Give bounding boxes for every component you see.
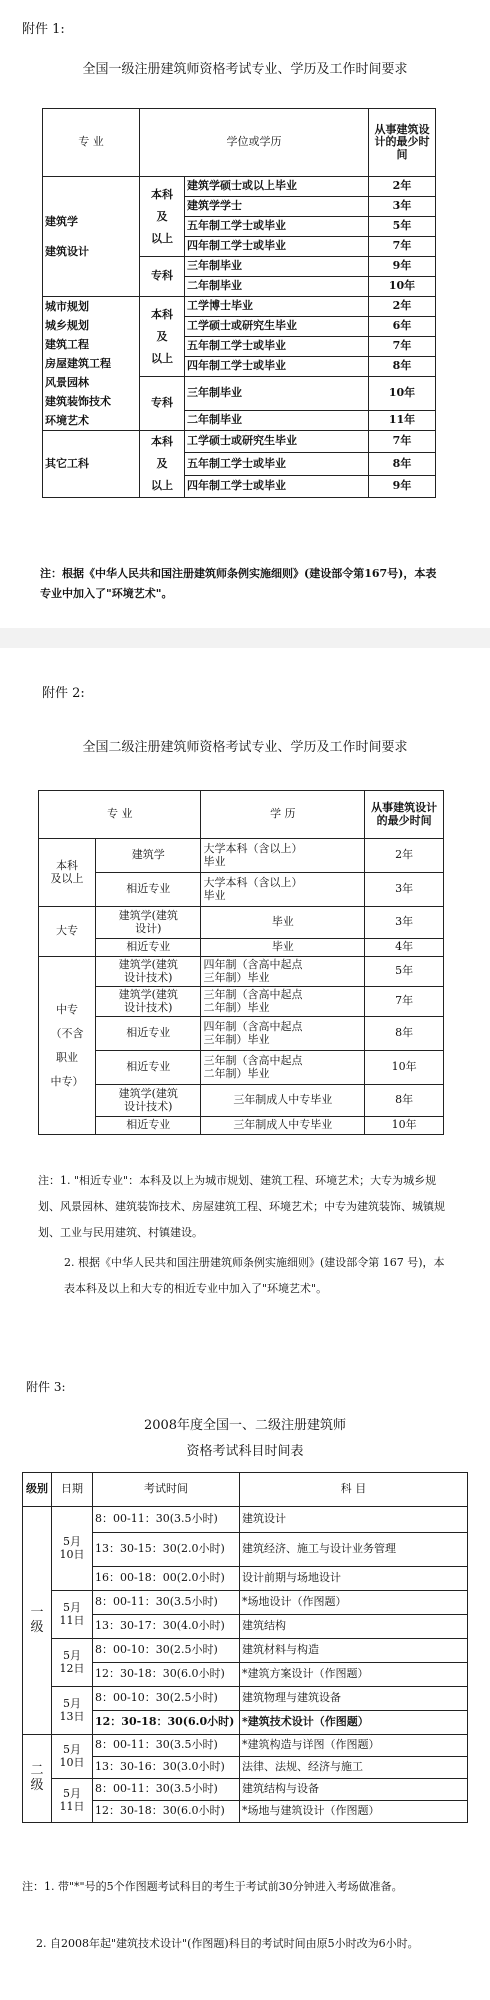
major-cell: 相近专业 [95, 939, 200, 957]
years-cell: 4年 [365, 939, 444, 957]
years-cell: 7年 [369, 337, 436, 357]
time-cell: 8：00-11：30(3.5小时) [93, 1779, 240, 1801]
major-cell: 相近专业 [95, 1051, 200, 1085]
years-cell: 9年 [369, 257, 436, 277]
attachment-2-note-1: 注：1. "相近专业"：本科及以上为城市规划、建筑工程、环境艺术；大专为城乡规划、风景园林、建筑装饰技术、房屋建筑工程、环境艺术；中专为建筑装饰、城镇规划、工业与民用建筑、村镇建设。 [38, 1174, 445, 1239]
years-cell: 8年 [365, 1085, 444, 1117]
level-college: 大专 [39, 907, 96, 957]
major-cell: 建筑学(建筑 设计技术) [95, 1085, 200, 1117]
years-cell: 3年 [365, 907, 444, 939]
date-cell: 5月 11日 [52, 1591, 93, 1639]
time-cell: 12：30-18：30(6.0小时) [93, 1801, 240, 1823]
time-cell: 16：00-18：00(2.0小时) [93, 1567, 240, 1591]
time-cell: 13：30-17：30(4.0小时) [93, 1615, 240, 1639]
years-cell: 9年 [369, 475, 436, 497]
education-cell: 三年制（含高中起点 二年制）毕业 [201, 987, 365, 1017]
time-cell: 8：00-11：30(3.5小时) [93, 1591, 240, 1615]
grade1-requirements-table [42, 108, 436, 498]
subject-cell: 建筑物理与建筑设备 [240, 1687, 468, 1711]
education-cell: 三年制成人中专毕业 [201, 1085, 365, 1117]
header-major: 专 业 [39, 791, 201, 839]
header-major: 专 业 [43, 109, 140, 177]
page-separator [0, 628, 490, 648]
years-cell: 3年 [369, 197, 436, 217]
years-cell: 8年 [369, 357, 436, 377]
major-cell: 建筑学 [95, 839, 200, 873]
degree-cell: 二年制毕业 [185, 277, 369, 297]
subject-cell: 建筑材料与构造 [240, 1639, 468, 1663]
education-cell: 毕业 [201, 939, 365, 957]
years-cell: 2年 [369, 177, 436, 197]
education-cell: 大学本科（含以上） 毕业 [201, 839, 365, 873]
level-bachelor: 本科 及 以上 [140, 177, 185, 257]
years-cell: 10年 [365, 1051, 444, 1085]
years-cell: 6年 [369, 317, 436, 337]
attachment-3-label: 附件 3: [26, 1380, 66, 1394]
time-cell: 8：00-10：30(2.5小时) [93, 1639, 240, 1663]
date-cell: 5月 13日 [52, 1687, 93, 1735]
degree-cell: 四年制工学士或毕业 [185, 237, 369, 257]
time-cell: 13：30-16：30(3.0小时) [93, 1757, 240, 1779]
major-group-3: 其它工科 [43, 431, 140, 498]
time-cell: 8：00-10：30(2.5小时) [93, 1687, 240, 1711]
degree-cell: 五年制工学士或毕业 [185, 337, 369, 357]
level-bachelor: 本科 及 以上 [140, 297, 185, 377]
degree-cell: 四年制工学士或毕业 [185, 475, 369, 497]
major-cell: 建筑学(建筑 设计技术) [95, 987, 200, 1017]
header-date: 日期 [52, 1473, 93, 1507]
years-cell: 2年 [369, 297, 436, 317]
degree-cell: 工学博士毕业 [185, 297, 369, 317]
degree-cell: 四年制工学士或毕业 [185, 357, 369, 377]
degree-cell: 三年制毕业 [185, 377, 369, 411]
years-cell: 11年 [369, 411, 436, 431]
subject-cell: 法律、法规、经济与施工 [240, 1757, 468, 1779]
grade-2-cell: 二 级 [23, 1735, 52, 1823]
subject-cell: *建筑方案设计（作图题） [240, 1663, 468, 1687]
subject-cell: *场地设计（作图题） [240, 1591, 468, 1615]
subject-cell: 设计前期与场地设计 [240, 1567, 468, 1591]
level-college: 专科 [140, 377, 185, 431]
level-college: 专科 [140, 257, 185, 297]
years-cell: 10年 [365, 1117, 444, 1135]
education-cell: 四年制（含高中起点 三年制）毕业 [201, 957, 365, 987]
attachment-3-title-2: 资格考试科目时间表 [186, 1444, 304, 1459]
date-cell: 5月 10日 [52, 1507, 93, 1591]
attachment-3-note-1: 注：1. 带"*"号的5个作图题考试科目的考生于考试前30分钟进入考场做准备。 [22, 1880, 403, 1893]
attachment-3-title-1: 2008年度全国一、二级注册建筑师 [143, 1418, 347, 1433]
degree-cell: 二年制毕业 [185, 411, 369, 431]
time-cell: 13：30-15：30(2.0小时) [93, 1533, 240, 1567]
subject-cell: *场地与建筑设计（作图题） [240, 1801, 468, 1823]
years-cell: 10年 [369, 377, 436, 411]
major-cell: 相近专业 [95, 1117, 200, 1135]
header-subject: 科 目 [240, 1473, 468, 1507]
attachment-2-title: 全国二级注册建筑师资格考试专业、学历及工作时间要求 [82, 740, 408, 755]
grade-1-cell: 一 级 [23, 1507, 52, 1735]
education-cell: 大学本科（含以上） 毕业 [201, 873, 365, 907]
time-cell: 8：00-11：30(3.5小时) [93, 1735, 240, 1757]
years-cell: 3年 [365, 873, 444, 907]
degree-cell: 建筑学学士 [185, 197, 369, 217]
attachment-3-note-2: 2. 自2008年起"建筑技术设计"(作图题)科目的考试时间由原5小时改为6小时。 [36, 1937, 419, 1950]
header-degree: 学位或学历 [140, 109, 369, 177]
header-min-time: 从事建筑设计的最少时间 [369, 109, 436, 177]
subject-cell: 建筑设计 [240, 1507, 468, 1533]
level-secondary: 中专 （不含 职业 中专） [39, 957, 96, 1135]
subject-cell: 建筑结构 [240, 1615, 468, 1639]
attachment-2-label: 附件 2: [42, 686, 85, 701]
exam-schedule-table [22, 1472, 468, 1823]
education-cell: 四年制（含高中起点 三年制）毕业 [201, 1017, 365, 1051]
years-cell: 8年 [365, 1017, 444, 1051]
major-group-1: 建筑学 建筑设计 [43, 177, 140, 297]
subject-cell: 建筑经济、施工与设计业务管理 [240, 1533, 468, 1567]
date-cell: 5月 12日 [52, 1639, 93, 1687]
header-education: 学 历 [201, 791, 365, 839]
subject-cell: *建筑构造与详图（作图题） [240, 1735, 468, 1757]
header-exam-time: 考试时间 [93, 1473, 240, 1507]
years-cell: 2年 [365, 839, 444, 873]
degree-cell: 工学硕士或研究生毕业 [185, 431, 369, 453]
subject-cell: 建筑结构与设备 [240, 1779, 468, 1801]
subject-cell: *建筑技术设计（作图题） [240, 1711, 468, 1735]
degree-cell: 工学硕士或研究生毕业 [185, 317, 369, 337]
major-cell: 相近专业 [95, 873, 200, 907]
attachment-2-note-2: 2. 根据《中华人民共和国注册建筑师条例实施细则》(建设部令第 167 号)，本表本科及以上和大专的相近专业中加入了"环境艺术"。 [64, 1256, 445, 1295]
major-cell: 建筑学(建筑 设计) [95, 907, 200, 939]
major-cell: 相近专业 [95, 1017, 200, 1051]
degree-cell: 五年制工学士或毕业 [185, 217, 369, 237]
years-cell: 7年 [369, 431, 436, 453]
attachment-1-label: 附件 1: [22, 22, 65, 37]
time-cell: 8：00-11：30(3.5小时) [93, 1507, 240, 1533]
education-cell: 三年制（含高中起点 二年制）毕业 [201, 1051, 365, 1085]
time-cell: 12：30-18：30(6.0小时) [93, 1663, 240, 1687]
years-cell: 5年 [369, 217, 436, 237]
date-cell: 5月 11日 [52, 1779, 93, 1823]
degree-cell: 五年制工学士或毕业 [185, 453, 369, 475]
years-cell: 10年 [369, 277, 436, 297]
years-cell: 5年 [365, 957, 444, 987]
level-bachelor: 本科 及 以上 [140, 431, 185, 498]
time-cell: 12：30-18：30(6.0小时) [93, 1711, 240, 1735]
grade2-requirements-table [38, 790, 444, 1135]
major-cell: 建筑学(建筑 设计技术) [95, 957, 200, 987]
years-cell: 7年 [369, 237, 436, 257]
header-grade: 级别 [23, 1473, 52, 1507]
years-cell: 8年 [369, 453, 436, 475]
education-cell: 三年制成人中专毕业 [201, 1117, 365, 1135]
attachment-1-note: 注：根据《中华人民共和国注册建筑师条例实施细则》(建设部令第167号)，本表专业中加入了"环境艺术"。 [40, 567, 437, 600]
attachment-1-title: 全国一级注册建筑师资格考试专业、学历及工作时间要求 [82, 62, 408, 77]
date-cell: 5月 10日 [52, 1735, 93, 1779]
major-group-2: 城市规划 城乡规划 建筑工程 房屋建筑工程 风景园林 建筑装饰技术 环境艺术 [43, 297, 140, 431]
level-bachelor: 本科 及以上 [39, 839, 96, 907]
degree-cell: 建筑学硕士或以上毕业 [185, 177, 369, 197]
header-min-time: 从事建筑设计的最少时间 [365, 791, 444, 839]
degree-cell: 三年制毕业 [185, 257, 369, 277]
education-cell: 毕业 [201, 907, 365, 939]
years-cell: 7年 [365, 987, 444, 1017]
